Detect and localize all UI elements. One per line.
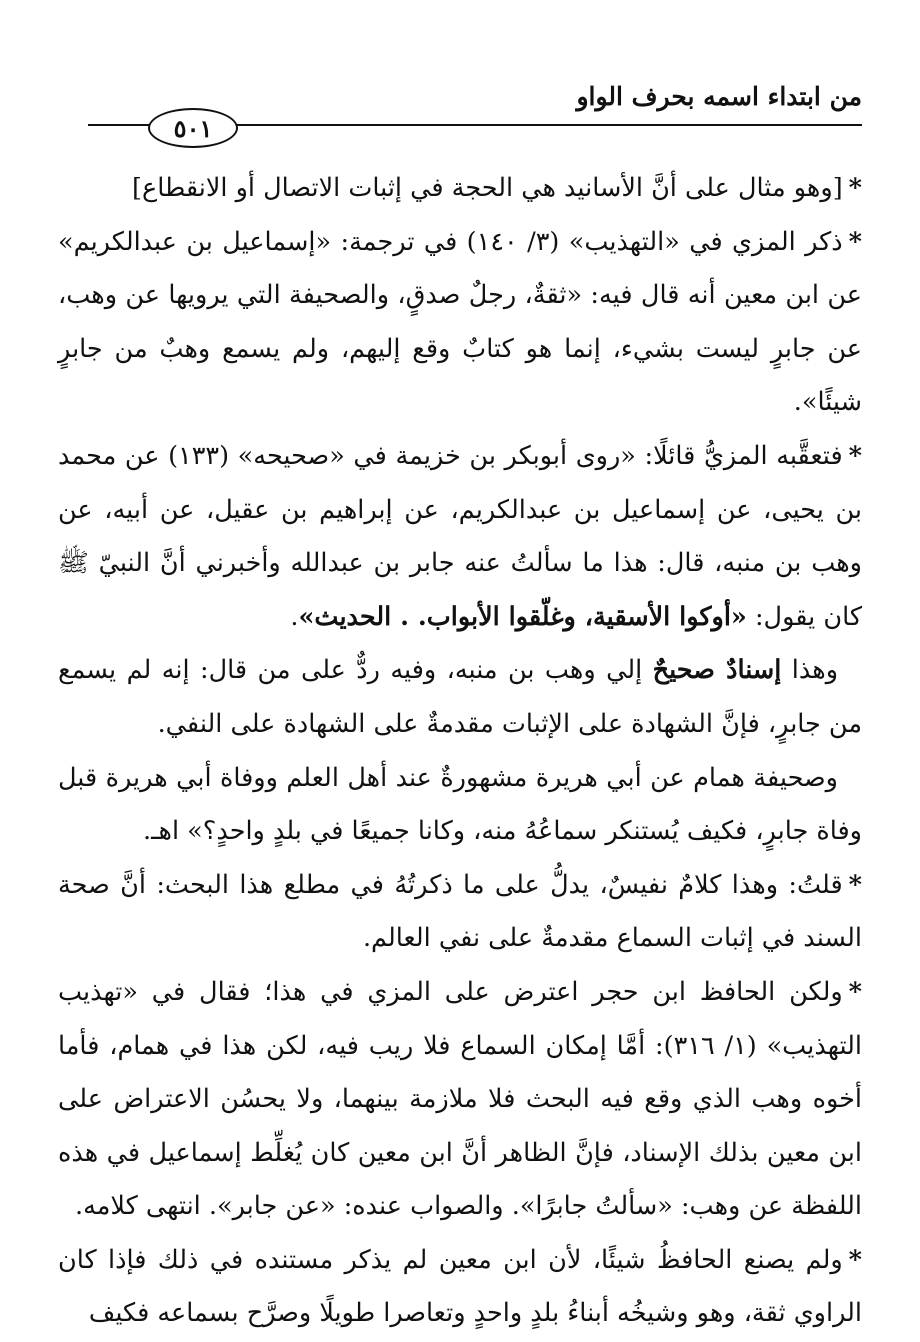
paragraph-text: [وهو مثال على أنَّ الأسانيد هي الحجة في إثبات الاتصال أو الانقطاع]: [132, 173, 843, 203]
paragraph-text: ولكن الحافظ ابن حجر اعترض على المزي في هذا؛ فقال في «تهذيب التهذيب» (١/ ٣١٦): أمَّا إمكان السماع فلا ريب فيه، لكن هذا في همام، فأما أخوه وهب الذي وقع فيه البحث فلا ملازمة بينهما، ولا يحسُن الاعتراض على ابن معين بذلك الإسناد، فإنَّ الظاهر أنَّ ابن معين كان يُغلِّط إسماعيل في هذه اللفظة عن وهب: «سألتُ جابرًا». والصواب عنده: «عن جابر». انتهى كلامه.: [58, 976, 863, 1222]
emphasis-text: إسنادٌ صحيحٌ: [652, 655, 782, 686]
star-marker: *: [848, 869, 862, 900]
page-number: ٥٠١: [173, 113, 213, 143]
paragraph-text: فتعقَّبه المزيُّ قائلًا: «روى أبوبكر بن خزيمة في «صحيحه» (١٣٣) عن محمد بن يحيى، عن إسماعيل بن عبدالكريم، عن إبراهيم بن عقيل، عن أبيه، عن وهب بن منبه، قال: هذا ما سألتُ عنه جابر بن عبدالله وأخبرني أنَّ النبيّ ﷺ كان يقول:: [58, 440, 862, 632]
paragraph-tail: .: [290, 601, 299, 632]
star-marker: *: [848, 173, 862, 203]
paragraph-1: [58, 162, 862, 216]
star-marker: *: [848, 1244, 862, 1275]
paragraph-5: [58, 752, 862, 859]
paragraph-4: [58, 644, 862, 751]
paragraph-text: وصحيفة همام عن أبي هريرة مشهورةٌ عند أهل العلم ووفاة أبي هريرة قبل وفاة جابرٍ، فكيف يُستنكر سماعُهُ منه، وكانا جميعًا في بلدٍ واحدٍ؟» اهـ.: [58, 762, 862, 847]
paragraph-6: [58, 859, 862, 966]
paragraph-3: [58, 430, 862, 644]
running-header-title: من ابتداء اسمه بحرف الواو: [576, 82, 862, 111]
paragraph-7: [58, 966, 862, 1234]
star-marker: *: [848, 226, 862, 257]
paragraph-text: ذكر المزي في «التهذيب» (٣/ ١٤٠) في ترجمة: «إسماعيل بن عبدالكريم» عن ابن معين أنه قال فيه: «ثقةٌ، رجلٌ صدقٍ، والصحيفة التي يرويها عن وهب، عن جابرٍ ليست بشيء، إنما هو كتابٌ وقع إليهم، ولم يسمع وهبٌ من جابرٍ شيئًا».: [58, 226, 862, 418]
hadith-quote: «أوكوا الأسقية، وغلّقوا الأبواب. . الحديث»: [298, 601, 747, 632]
paragraph-2: [58, 216, 862, 430]
paragraph-text: إلي وهب بن منبه، وفيه ردٌّ على من قال: إنه لم يسمع من جابرٍ، فإنَّ الشهادة على الإثبات مقدمةٌ على الشهادة على النفي.: [58, 655, 862, 739]
body-text: [58, 162, 862, 1341]
paragraph-text: قلتُ: وهذا كلامٌ نفيسٌ، يدلُّ على ما ذكرتُهُ في مطلع هذا البحث: أنَّ صحة السند في إثبات السماع مقدمةٌ على نفي العالم.: [58, 869, 862, 954]
paragraph-lead: وهذا: [791, 655, 839, 686]
paragraph-text: ولم يصنع الحافظُ شيئًا، لأن ابن معين لم يذكر مستنده في ذلك فإذا كان الراوي ثقة، وهو وشيخُه أبناءُ بلدٍ واحدٍ وتعاصرا طويلًا وصرَّح بسماعه فكيف: [58, 1244, 862, 1329]
paragraph-8: [58, 1234, 862, 1341]
star-marker: *: [848, 976, 862, 1007]
star-marker: *: [848, 440, 862, 471]
page-number-badge: [148, 108, 238, 148]
